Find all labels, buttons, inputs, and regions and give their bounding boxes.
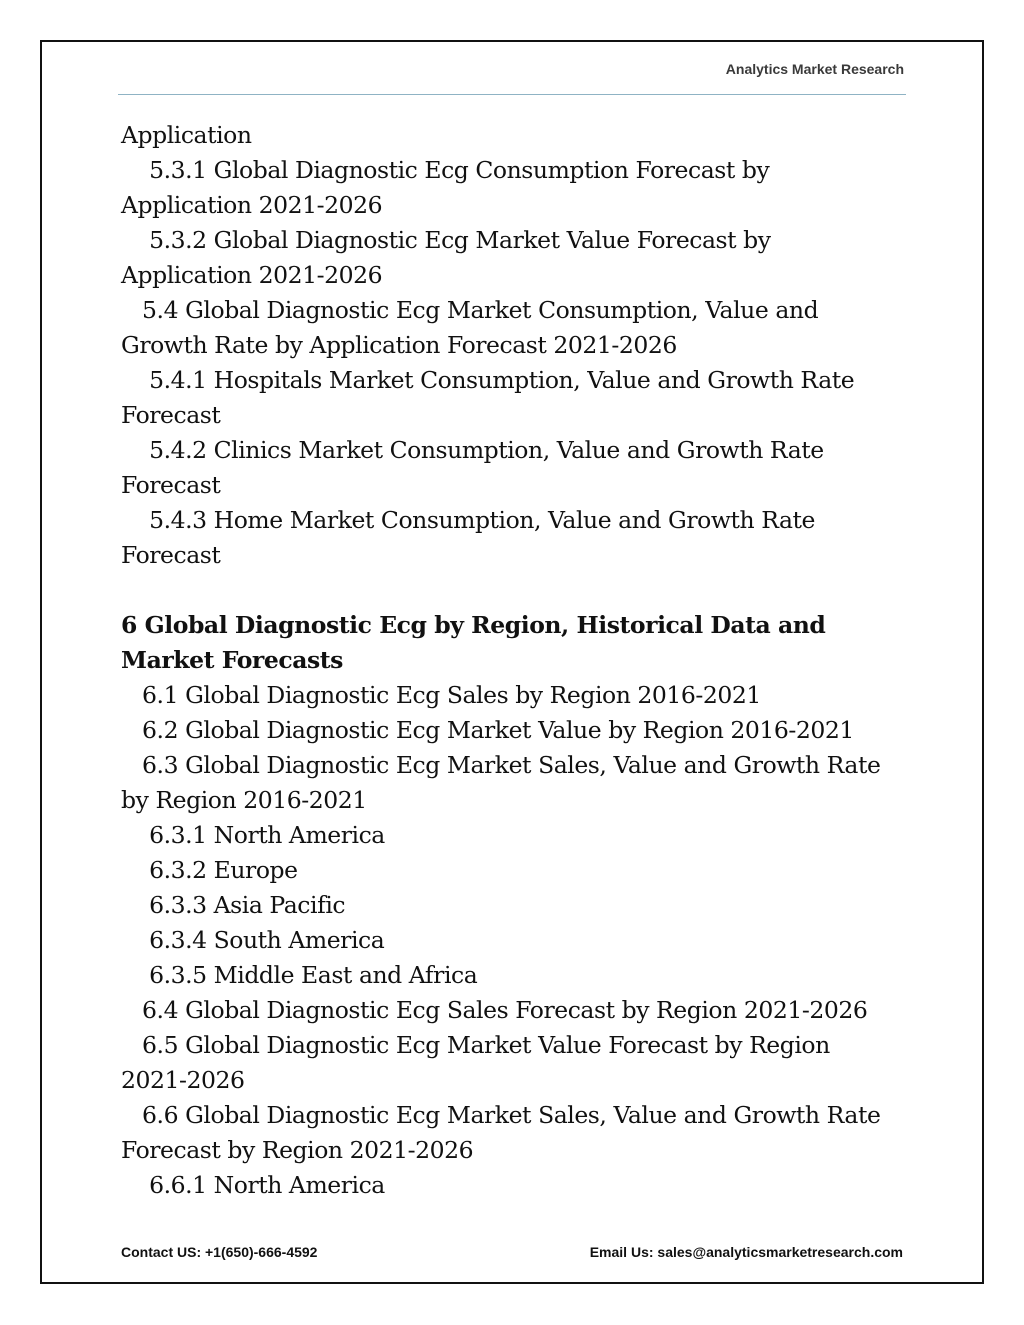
toc-entry-line: 5.3.2 Global Diagnostic Ecg Market Value Forecast by (121, 226, 771, 254)
toc-entry-line: Application 2021-2026 (121, 191, 383, 219)
toc-entry-line: Forecast (121, 541, 221, 569)
toc-entry-line: Growth Rate by Application Forecast 2021-2026 (121, 331, 677, 359)
header-title: Analytics Market Research (725, 61, 904, 77)
toc-entry-line: 6.3.2 Europe (121, 856, 298, 884)
header-divider (118, 94, 906, 95)
toc-entry-line: 5.4.2 Clinics Market Consumption, Value and Growth Rate (121, 436, 824, 464)
toc-content (121, 118, 911, 1203)
footer-email: Email Us: sales@analyticsmarketresearch.com (589, 1244, 903, 1260)
footer-contact: Contact US: +1(650)-666-4592 (121, 1244, 318, 1260)
toc-entry-line: Application 2021-2026 (121, 261, 383, 289)
toc-entry-line: Forecast (121, 401, 221, 429)
toc-entry-line: 2021-2026 (121, 1066, 245, 1094)
toc-entry-line: 5.4.3 Home Market Consumption, Value and Growth Rate (121, 506, 816, 534)
toc-entry-line: 6.3.3 Asia Pacific (121, 891, 346, 919)
toc-entry-line: 6.3.1 North America (121, 821, 385, 849)
toc-entry-line: 6.1 Global Diagnostic Ecg Sales by Region 2016-2021 (121, 681, 761, 709)
toc-entry-line: by Region 2016-2021 (121, 786, 367, 814)
section-heading-line: 6 Global Diagnostic Ecg by Region, Historical Data and (121, 611, 826, 639)
toc-entry-line: 6.3.5 Middle East and Africa (121, 961, 478, 989)
toc-entry-line: 6.4 Global Diagnostic Ecg Sales Forecast by Region 2021-2026 (121, 996, 868, 1024)
section-gap (121, 573, 911, 608)
toc-entry-line: Forecast by Region 2021-2026 (121, 1136, 474, 1164)
toc-entry-line: 6.2 Global Diagnostic Ecg Market Value by Region 2016-2021 (121, 716, 854, 744)
toc-entry-line: 6.3.4 South America (121, 926, 385, 954)
toc-entry-line: Application (121, 121, 252, 149)
toc-entry-line: 6.5 Global Diagnostic Ecg Market Value Forecast by Region (121, 1031, 830, 1059)
toc-entry-line: 5.4 Global Diagnostic Ecg Market Consumption, Value and (121, 296, 819, 324)
section-heading-line: Market Forecasts (121, 646, 343, 674)
toc-entry-line: Forecast (121, 471, 221, 499)
toc-entry-line: 5.4.1 Hospitals Market Consumption, Value and Growth Rate (121, 366, 855, 394)
toc-entry-line: 5.3.1 Global Diagnostic Ecg Consumption Forecast by (121, 156, 770, 184)
toc-entry-line: 6.3 Global Diagnostic Ecg Market Sales, Value and Growth Rate (121, 751, 881, 779)
toc-entry-line: 6.6.1 North America (121, 1171, 385, 1199)
toc-entry-line: 6.6 Global Diagnostic Ecg Market Sales, Value and Growth Rate (121, 1101, 881, 1129)
